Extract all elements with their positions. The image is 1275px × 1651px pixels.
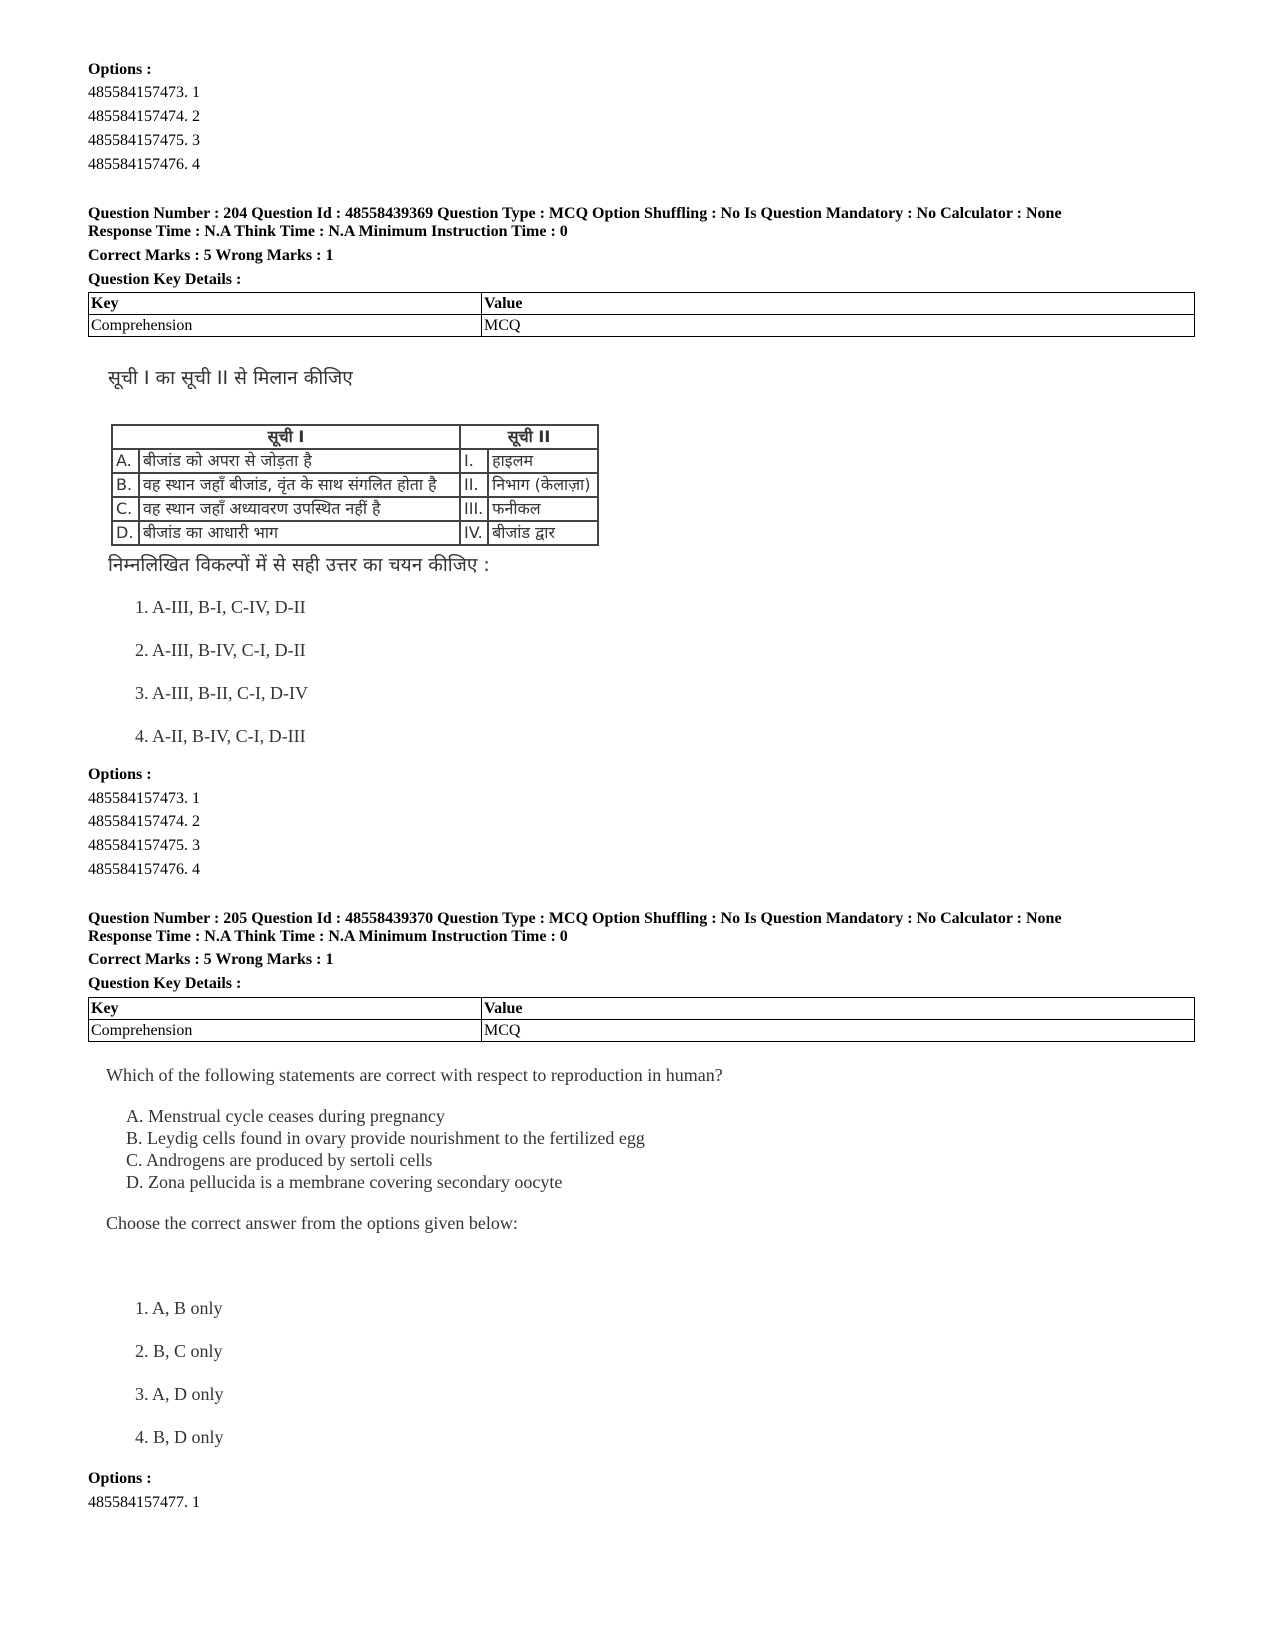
option-item: 485584157473. 1	[88, 84, 200, 101]
key-header: Key	[89, 998, 482, 1020]
answer-choice: 3. A, D only	[135, 1384, 224, 1404]
list-2-header: सूची II	[460, 425, 598, 449]
question-key-details-heading: Question Key Details :	[88, 271, 242, 288]
row-match: बीजांड द्वार	[488, 521, 598, 545]
answer-choice: 4. A-II, B-IV, C-I, D-III	[135, 726, 306, 746]
key-cell: Comprehension	[89, 315, 482, 337]
row-letter: A.	[112, 449, 139, 473]
question-meta: Question Number : 205 Question Id : 48558439370 Question Type : MCQ Option Shuffling : No Is Question Mandatory : No Calculator : None	[88, 910, 1062, 927]
question-meta: Question Number : 204 Question Id : 48558439369 Question Type : MCQ Option Shuffling : No Is Question Mandatory : No Calculator : None	[88, 205, 1062, 222]
option-item: 485584157476. 4	[88, 861, 200, 878]
row-text: वह स्थान जहाँ बीजांड, वृंत के साथ संगलित होता है	[139, 473, 460, 497]
table-row	[112, 497, 598, 521]
table-row	[112, 449, 598, 473]
answer-choice: 3. A-III, B-II, C-I, D-IV	[135, 683, 308, 703]
row-match: फनीकल	[488, 497, 598, 521]
option-item: 485584157473. 1	[88, 790, 200, 807]
question-key-table	[88, 997, 1195, 1042]
option-item: 485584157474. 2	[88, 813, 200, 830]
row-numeral: I.	[460, 449, 488, 473]
option-item: 485584157474. 2	[88, 108, 200, 125]
answer-choice: 1. A, B only	[135, 1298, 223, 1318]
statement-item: C. Androgens are produced by sertoli cells	[126, 1150, 433, 1170]
answer-choice: 2. B, C only	[135, 1341, 223, 1361]
row-text: वह स्थान जहाँ अध्यावरण उपस्थित नहीं है	[139, 497, 460, 521]
options-heading: Options :	[88, 1470, 152, 1487]
question-key-table	[88, 292, 1195, 337]
value-header: Value	[482, 293, 1195, 315]
row-letter: B.	[112, 473, 139, 497]
statement-item: B. Leydig cells found in ovary provide nourishment to the fertilized egg	[126, 1128, 645, 1148]
value-cell: MCQ	[482, 1020, 1195, 1042]
row-numeral: II.	[460, 473, 488, 497]
options-heading: Options :	[88, 61, 152, 78]
choose-instruction: Choose the correct answer from the options given below:	[106, 1213, 518, 1233]
option-item: 485584157476. 4	[88, 156, 200, 173]
question-key-details-heading: Question Key Details :	[88, 975, 242, 992]
table-row	[112, 521, 598, 545]
row-text: बीजांड को अपरा से जोड़ता है	[139, 449, 460, 473]
option-item: 485584157475. 3	[88, 132, 200, 149]
options-heading: Options :	[88, 766, 152, 783]
row-numeral: III.	[460, 497, 488, 521]
question-prompt: Which of the following statements are correct with respect to reproduction in human?	[106, 1065, 723, 1085]
value-header: Value	[482, 998, 1195, 1020]
table-row	[112, 473, 598, 497]
row-letter: D.	[112, 521, 139, 545]
key-cell: Comprehension	[89, 1020, 482, 1042]
statement-item: A. Menstrual cycle ceases during pregnancy	[126, 1106, 445, 1126]
value-cell: MCQ	[482, 315, 1195, 337]
choose-instruction: निम्नलिखित विकल्पों में से सही उत्तर का चयन कीजिए :	[108, 554, 490, 576]
answer-choice: 4. B, D only	[135, 1427, 224, 1447]
question-meta-timing: Response Time : N.A Think Time : N.A Minimum Instruction Time : 0	[88, 223, 568, 240]
question-meta-timing: Response Time : N.A Think Time : N.A Minimum Instruction Time : 0	[88, 928, 568, 945]
row-text: बीजांड का आधारी भाग	[139, 521, 460, 545]
key-header: Key	[89, 293, 482, 315]
question-marks: Correct Marks : 5 Wrong Marks : 1	[88, 247, 334, 264]
row-numeral: IV.	[460, 521, 488, 545]
row-match: हाइलम	[488, 449, 598, 473]
option-item: 485584157477. 1	[88, 1494, 200, 1511]
match-list-table	[111, 424, 599, 546]
question-prompt: सूची I का सूची II से मिलान कीजिए	[108, 367, 353, 389]
answer-choice: 1. A-III, B-I, C-IV, D-II	[135, 597, 306, 617]
statement-item: D. Zona pellucida is a membrane covering secondary oocyte	[126, 1172, 563, 1192]
option-item: 485584157475. 3	[88, 837, 200, 854]
row-match: निभाग (केलाज़ा)	[488, 473, 598, 497]
answer-choice: 2. A-III, B-IV, C-I, D-II	[135, 640, 306, 660]
row-letter: C.	[112, 497, 139, 521]
list-1-header: सूची I	[112, 425, 460, 449]
question-marks: Correct Marks : 5 Wrong Marks : 1	[88, 951, 334, 968]
